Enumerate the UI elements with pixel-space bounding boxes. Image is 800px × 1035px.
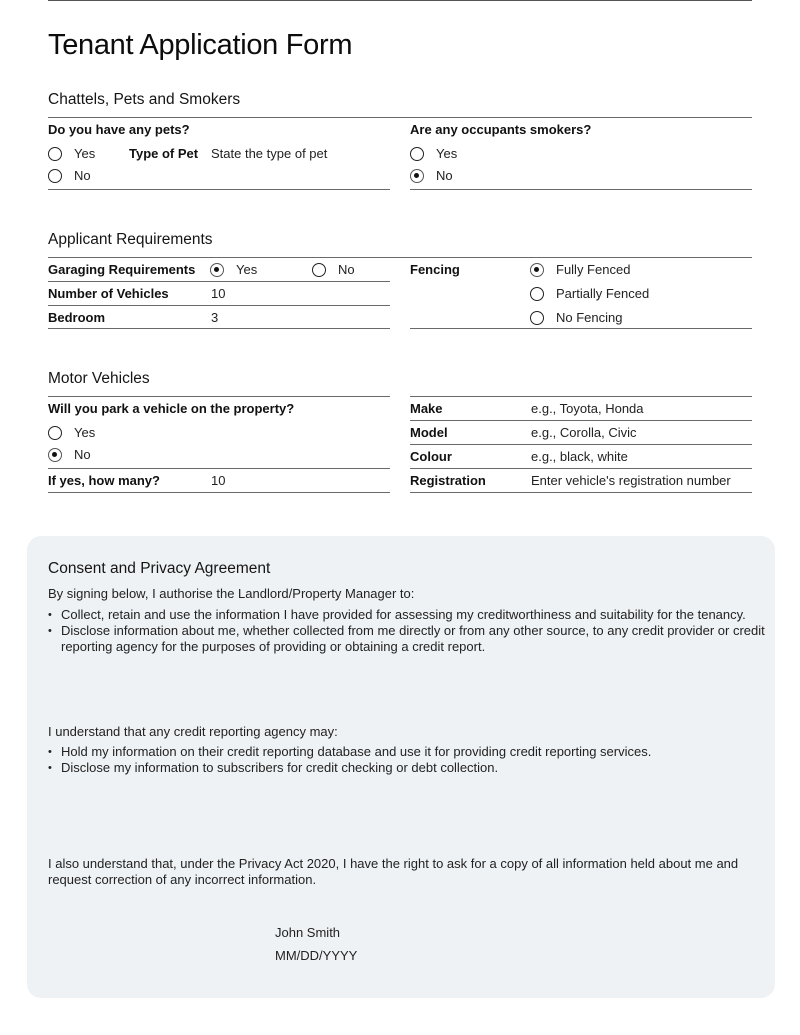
option-label: Yes — [236, 262, 258, 277]
authorise-list — [48, 607, 768, 655]
bedroom-label: Bedroom — [48, 310, 106, 325]
pets-no-radio[interactable] — [48, 168, 91, 183]
divider — [48, 305, 390, 306]
option-label: No Fencing — [556, 310, 623, 325]
divider — [410, 468, 752, 469]
garaging-yes-radio[interactable] — [210, 262, 257, 277]
divider — [410, 492, 752, 493]
option-label: No — [74, 447, 91, 462]
list-item: • Disclose information about me, whether collected from me directly or from any other source, to any credit provider or credit reporting agency for the purposes of providing or obtaining a credit report. — [48, 623, 768, 655]
colour-label: Colour — [410, 449, 452, 464]
divider — [48, 396, 390, 397]
model-label: Model — [410, 425, 448, 440]
option-label: No — [436, 168, 453, 183]
signature-date-field[interactable]: MM/DD/YYYY — [275, 948, 358, 963]
fencing-label: Fencing — [410, 262, 460, 277]
radio-unchecked-icon[interactable] — [410, 147, 424, 161]
colour-input[interactable]: e.g., black, white — [531, 449, 628, 464]
smokers-question: Are any occupants smokers? — [410, 122, 592, 137]
option-label: Yes — [74, 425, 96, 440]
park-question: Will you park a vehicle on the property? — [48, 401, 295, 416]
divider — [48, 492, 390, 493]
smokers-yes-radio[interactable] — [410, 146, 457, 161]
divider — [48, 189, 390, 190]
section-title: Applicant Requirements — [48, 231, 213, 248]
pet-type-input[interactable]: State the type of pet — [211, 146, 328, 161]
divider — [410, 396, 752, 397]
option-label: Fully Fenced — [556, 262, 631, 277]
consent-panel — [27, 536, 775, 998]
radio-checked-icon[interactable] — [48, 448, 62, 462]
registration-input[interactable]: Enter vehicle's registration number — [531, 473, 731, 488]
agency-intro: I understand that any credit reporting agency may: — [48, 724, 338, 739]
divider — [410, 444, 752, 445]
list-item: • Collect, retain and use the information I have provided for assessing my creditworthiness and suitability for the tenancy. — [48, 607, 768, 623]
consent-intro: By signing below, I authorise the Landlord/Property Manager to: — [48, 586, 415, 601]
radio-checked-icon[interactable] — [210, 263, 224, 277]
radio-unchecked-icon[interactable] — [48, 426, 62, 440]
vehicles-count-label: Number of Vehicles — [48, 286, 169, 301]
option-label: Yes — [436, 146, 458, 161]
bedroom-input[interactable]: 3 — [211, 310, 219, 325]
pets-question: Do you have any pets? — [48, 122, 190, 137]
option-label: Yes — [74, 146, 96, 161]
top-divider — [48, 0, 752, 1]
vehicles-count-input[interactable]: 10 — [211, 286, 226, 301]
section-title: Motor Vehicles — [48, 370, 150, 387]
divider — [410, 420, 752, 421]
radio-unchecked-icon[interactable] — [48, 169, 62, 183]
how-many-input[interactable]: 10 — [211, 473, 226, 488]
fencing-fully-radio[interactable] — [530, 262, 630, 277]
divider — [48, 257, 752, 258]
divider — [48, 468, 390, 469]
option-label: Partially Fenced — [556, 286, 650, 301]
divider — [48, 117, 752, 118]
divider — [48, 328, 390, 329]
option-label: No — [338, 262, 355, 277]
divider — [410, 328, 752, 329]
park-yes-radio[interactable] — [48, 425, 95, 440]
radio-unchecked-icon[interactable] — [530, 287, 544, 301]
pets-yes-radio[interactable] — [48, 146, 95, 161]
radio-unchecked-icon[interactable] — [48, 147, 62, 161]
garaging-no-radio[interactable] — [312, 262, 355, 277]
radio-unchecked-icon[interactable] — [312, 263, 326, 277]
fencing-none-radio[interactable] — [530, 310, 622, 325]
fencing-partial-radio[interactable] — [530, 286, 649, 301]
make-label: Make — [410, 401, 443, 416]
make-input[interactable]: e.g., Toyota, Honda — [531, 401, 644, 416]
how-many-label: If yes, how many? — [48, 473, 160, 488]
signature-name-field[interactable]: John Smith — [275, 925, 341, 940]
park-no-radio[interactable] — [48, 447, 91, 462]
consent-title: Consent and Privacy Agreement — [48, 560, 271, 577]
pet-type-label: Type of Pet — [129, 146, 199, 161]
option-label: No — [74, 168, 91, 183]
radio-unchecked-icon[interactable] — [530, 311, 544, 325]
radio-checked-icon[interactable] — [530, 263, 544, 277]
divider — [48, 281, 390, 282]
list-item: • Hold my information on their credit reporting database and use it for providing credit reporting services. — [48, 744, 768, 760]
radio-checked-icon[interactable] — [410, 169, 424, 183]
page-title: Tenant Application Form — [48, 29, 353, 61]
model-input[interactable]: e.g., Corolla, Civic — [531, 425, 637, 440]
divider — [410, 189, 752, 190]
list-item: • Disclose my information to subscribers for credit checking or debt collection. — [48, 760, 768, 776]
garaging-label: Garaging Requirements — [48, 262, 196, 277]
privacy-act-text: I also understand that, under the Privacy Act 2020, I have the right to ask for a copy of all information held about me and request correction of any incorrect information. — [48, 856, 739, 887]
section-title: Chattels, Pets and Smokers — [48, 91, 241, 108]
agency-list — [48, 744, 768, 776]
registration-label: Registration — [410, 473, 486, 488]
smokers-no-radio[interactable] — [410, 168, 453, 183]
